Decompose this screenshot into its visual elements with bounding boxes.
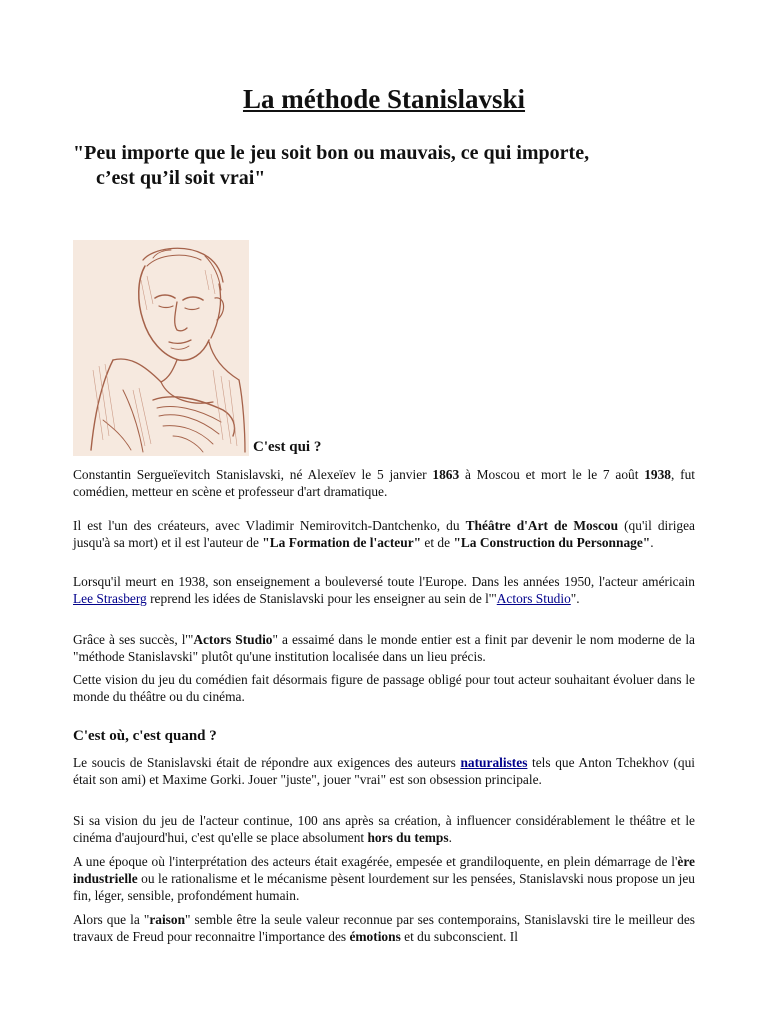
quote-line-1: "Peu importe que le jeu soit bon ou mauvais, ce qui importe,: [73, 142, 590, 164]
link-lee-strasberg[interactable]: Lee Strasberg: [73, 591, 147, 606]
paragraph-legacy: Lorsqu'il meurt en 1938, son enseignement a bouleversé toute l'Europe. Dans les années 1950, l'acteur américain Lee Strasberg reprend les idées de Stanislavski pour les enseigner au sein de l'"Actors Studio".: [73, 574, 695, 606]
page-title: La méthode Stanislavski: [242, 84, 526, 114]
link-actors-studio[interactable]: Actors Studio: [496, 591, 571, 606]
paragraph-founder: Il est l'un des créateurs, avec Vladimir Nemirovitch-Dantchenko, du Théâtre d'Art de Moscou (qu'il dirigea jusqu'à sa mort) et il est l'auteur de "La Formation de l'acteur" et de "La Construction du Personnage".: [73, 518, 696, 550]
epigraph-quote: [73, 141, 695, 191]
paragraph-actors-studio: Grâce à ses succès, l'"Actors Studio" a essaimé dans le monde entier est a finit par devenir le nom moderne de la "méthode Stanislavski" plutôt qu'une institution localisée dans un lieu précis.: [73, 632, 695, 664]
section-heading-who: C'est qui ?: [253, 439, 322, 455]
paragraph-reason: Alors que la "raison" semble être la seule valeur reconnue par ses contemporains, Stanislavski tire le meilleur des travaux de Freud pour reconnaitre l'importance des émotions et du subconscient. Il: [73, 912, 695, 944]
stanislavski-portrait-image: [73, 240, 249, 456]
paragraph-bio: Constantin Sergueïevitch Stanislavski, né Alexeïev le 5 janvier 1863 à Moscou et mort le le 7 août 1938, fut comédien, metteur en scène et professeur d'art dramatique.: [73, 467, 695, 499]
section-heading-where-when: C'est où, c'est quand ?: [73, 728, 217, 744]
quote-line-2: c’est qu’il soit vrai": [96, 167, 266, 189]
paragraph-naturalists: Le soucis de Stanislavski était de répondre aux exigences des auteurs naturalistes tels que Anton Tchekhov (qui était son ami) et Maxime Gorki. Jouer "juste", jouer "vrai" est son obsession principale.: [73, 755, 696, 787]
paragraph-vision: Cette vision du jeu du comédien fait désormais figure de passage obligé pour tout acteur souhaitant évoluer dans le monde du théâtre ou du cinéma.: [73, 672, 695, 704]
link-naturalistes[interactable]: naturalistes: [460, 755, 528, 770]
paragraph-timeless: Si sa vision du jeu de l'acteur continue, 100 ans après sa création, à influencer considérablement le théâtre et le cinéma d'aujourd'hui, c'est qu'elle se place absolument hors du temps.: [73, 813, 695, 845]
paragraph-era: A une époque où l'interprétation des acteurs était exagérée, empesée et grandiloquente, en plein démarrage de l'ère industrielle ou le rationalisme et le mécanisme pèsent lourdement sur les pensées, Stanislavski nous propose un jeu fin, léger, sensible, profondément humain.: [73, 854, 695, 903]
